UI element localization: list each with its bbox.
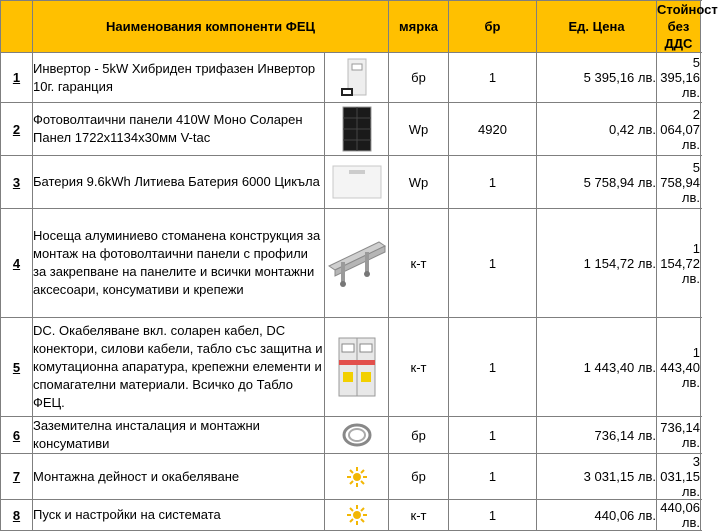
row-unit[interactable]: бр xyxy=(389,53,449,103)
row-number[interactable]: 3 xyxy=(1,156,33,209)
header-number-cell[interactable] xyxy=(1,1,33,53)
row-price[interactable]: 1 443,40 лв. xyxy=(537,318,657,417)
row-image-cell[interactable] xyxy=(325,103,389,156)
mounting-rail-icon xyxy=(327,236,387,290)
row-number[interactable]: 7 xyxy=(1,454,33,500)
row-image-cell[interactable] xyxy=(325,156,389,209)
row-description[interactable]: Пуск и настройки на системата xyxy=(33,500,325,531)
row-price[interactable]: 5 758,94 лв. xyxy=(537,156,657,209)
header-row xyxy=(1,1,701,53)
table-row xyxy=(1,53,701,103)
row-total[interactable]: 440,06 лв. xyxy=(657,500,701,531)
header-qty[interactable]: бр xyxy=(449,1,537,53)
row-total[interactable]: 3 031,15 лв. xyxy=(657,454,701,500)
row-total[interactable]: 5 395,16 лв. xyxy=(657,53,701,103)
table-row xyxy=(1,156,701,209)
row-total[interactable]: 1 154,72 лв. xyxy=(657,209,701,318)
row-description[interactable]: Носеща алуминиево стоманена конструкция за монтаж на фотоволтаични панели с профили за закрепване на панелите и всички монтажни аксесоари, консумативи и крепежи xyxy=(33,209,325,318)
row-price[interactable]: 1 154,72 лв. xyxy=(537,209,657,318)
header-total[interactable]: Стойност без ДДС xyxy=(657,2,718,51)
row-description[interactable]: DC. Окабеляване вкл. соларен кабел, DC конектори, силови кабели, табло със защитна и комутационна апаратура, крепежни елементи и спомагателни материали. Всичко до Табло ФЕЦ. xyxy=(33,318,325,417)
row-qty[interactable]: 1 xyxy=(449,53,537,103)
inverter-icon xyxy=(340,58,374,98)
row-image-cell[interactable] xyxy=(325,500,389,531)
table-row xyxy=(1,454,701,500)
row-qty[interactable]: 1 xyxy=(449,156,537,209)
row-total[interactable]: 1 443,40 лв. xyxy=(657,318,701,417)
row-price[interactable]: 736,14 лв. xyxy=(537,417,657,454)
row-image-cell[interactable] xyxy=(325,417,389,454)
header-price[interactable]: Ед. Цена xyxy=(537,1,657,53)
header-unit[interactable]: мярка xyxy=(389,1,449,53)
table-row xyxy=(1,103,701,156)
row-description[interactable]: Батерия 9.6kWh Литиева Батерия 6000 Цикъла xyxy=(33,156,325,209)
row-total[interactable]: 736,14 лв. xyxy=(657,417,701,454)
table-row xyxy=(1,500,701,531)
row-qty[interactable]: 1 xyxy=(449,318,537,417)
row-price[interactable]: 440,06 лв. xyxy=(537,500,657,531)
row-unit[interactable]: Wp xyxy=(389,156,449,209)
row-unit[interactable]: к-т xyxy=(389,318,449,417)
header-name[interactable]: Наименования компоненти ФЕЦ xyxy=(33,1,389,53)
battery-icon xyxy=(329,162,385,202)
row-number[interactable]: 6 xyxy=(1,417,33,454)
table-row xyxy=(1,417,701,454)
row-qty[interactable]: 4920 xyxy=(449,103,537,156)
row-description[interactable]: Фотоволтаични панели 410W Моно Соларен Панел 1722x1134x30мм V-tac xyxy=(33,103,325,156)
row-description[interactable]: Монтажна дейност и окабеляване xyxy=(33,454,325,500)
row-unit[interactable]: к-т xyxy=(389,500,449,531)
row-image-cell[interactable] xyxy=(325,454,389,500)
row-price[interactable]: 0,42 лв. xyxy=(537,103,657,156)
row-price[interactable]: 5 395,16 лв. xyxy=(537,53,657,103)
row-total[interactable]: 5 758,94 лв. xyxy=(657,156,701,209)
surge-protector-icon xyxy=(335,336,379,398)
row-number[interactable]: 1 xyxy=(1,53,33,103)
row-image-cell[interactable] xyxy=(325,53,389,103)
row-number[interactable]: 8 xyxy=(1,500,33,531)
table-row xyxy=(1,318,701,417)
row-unit[interactable]: бр xyxy=(389,454,449,500)
row-unit[interactable]: к-т xyxy=(389,209,449,318)
row-qty[interactable]: 1 xyxy=(449,454,537,500)
table-row xyxy=(1,209,701,318)
row-unit[interactable]: бр xyxy=(389,417,449,454)
row-qty[interactable]: 1 xyxy=(449,417,537,454)
row-number[interactable]: 2 xyxy=(1,103,33,156)
row-unit[interactable]: Wp xyxy=(389,103,449,156)
solar-panel-icon xyxy=(340,106,374,152)
row-price[interactable]: 3 031,15 лв. xyxy=(537,454,657,500)
row-image-cell[interactable] xyxy=(325,318,389,417)
row-description[interactable]: Инвертор - 5kW Хибриден трифазен Инвертор 10г. гаранция xyxy=(33,53,325,103)
row-image-cell[interactable] xyxy=(325,209,389,318)
row-qty[interactable]: 1 xyxy=(449,500,537,531)
row-number[interactable]: 4 xyxy=(1,209,33,318)
row-number[interactable]: 5 xyxy=(1,318,33,417)
sun-logo-icon xyxy=(346,466,368,488)
sun-logo-icon xyxy=(346,504,368,526)
row-total[interactable]: 2 064,07 лв. xyxy=(657,103,701,156)
row-description[interactable]: Заземителна инсталация и монтажни консумативи xyxy=(33,417,325,454)
row-qty[interactable]: 1 xyxy=(449,209,537,318)
grounding-cable-icon xyxy=(341,423,373,447)
